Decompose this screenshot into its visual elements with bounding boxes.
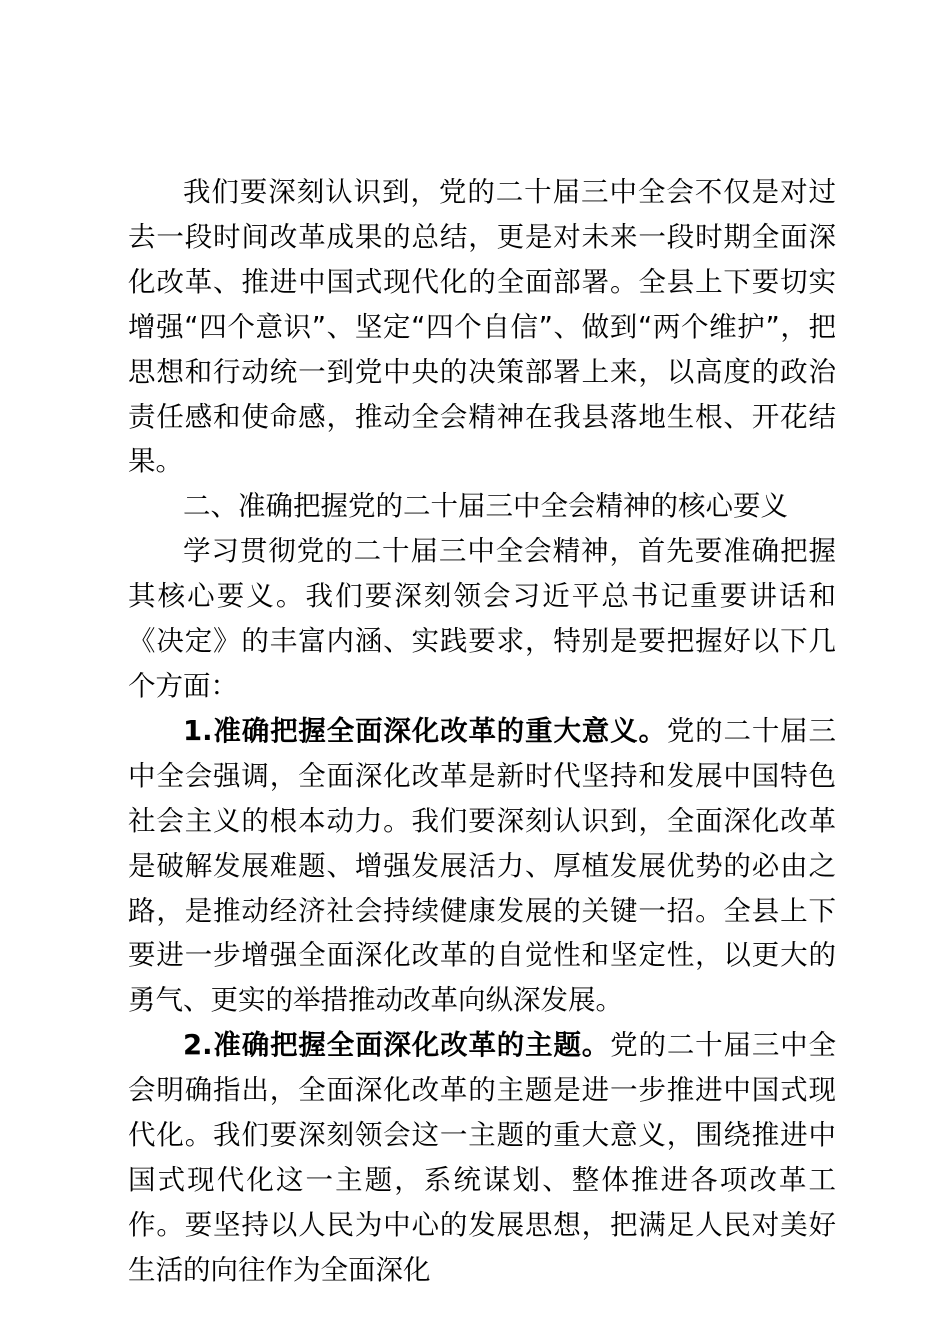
paragraph-3-text: 学习贯彻党的二十届三中全会精神，首先要准确把握其核心要义。我们要深刻领会习近平总书记重要讲话和《决定》的丰富内涵、实践要求，特别是要把握好以下几个方面： xyxy=(128,535,836,702)
paragraph-1 xyxy=(128,170,836,484)
section-heading xyxy=(128,484,836,529)
paragraph-4-text: 党的二十届三中全会强调，全面深化改革是新时代坚持和发展中国特色社会主义的根本动力。我们要深刻认识到，全面深化改革是破解发展难题、增强发展活力、厚植发展优势的必由之路，是推动经济社会持续健康发展的关键一招。全县上下要进一步增强全面深化改革的自觉性和坚定性，以更大的勇气、更实的举措推动改革向纵深发展。 xyxy=(128,714,836,1017)
paragraph-5 xyxy=(128,1023,836,1292)
section-heading-text: 二、准确把握党的二十届三中全会精神的核心要义 xyxy=(183,490,788,523)
paragraph-5-lead: 2.准确把握全面深化改革的主题。 xyxy=(183,1029,611,1062)
paragraph-3 xyxy=(128,529,836,709)
paragraph-5-text: 党的二十届三中全会明确指出，全面深化改革的主题是进一步推进中国式现代化。我们要深刻领会这一主题的重大意义，围绕推进中国式现代化这一主题，系统谋划、整体推进各项改革工作。要坚持以人民为中心的发展思想，把满足人民对美好生活的向往作为全面深化 xyxy=(128,1029,836,1286)
paragraph-4 xyxy=(128,709,836,1023)
document-body xyxy=(128,170,836,1293)
paragraph-4-lead: 1.准确把握全面深化改革的重大意义。 xyxy=(183,714,667,747)
paragraph-1-text: 我们要深刻认识到，党的二十届三中全会不仅是对过去一段时间改革成果的总结，更是对未来一段时期全面深化改革、推进中国式现代化的全面部署。全县上下要切实增强“四个意识”、坚定“四个自信”、做到“两个维护”，把思想和行动统一到党中央的决策部署上来，以高度的政治责任感和使命感，推动全会精神在我县落地生根、开花结果。 xyxy=(128,176,836,478)
